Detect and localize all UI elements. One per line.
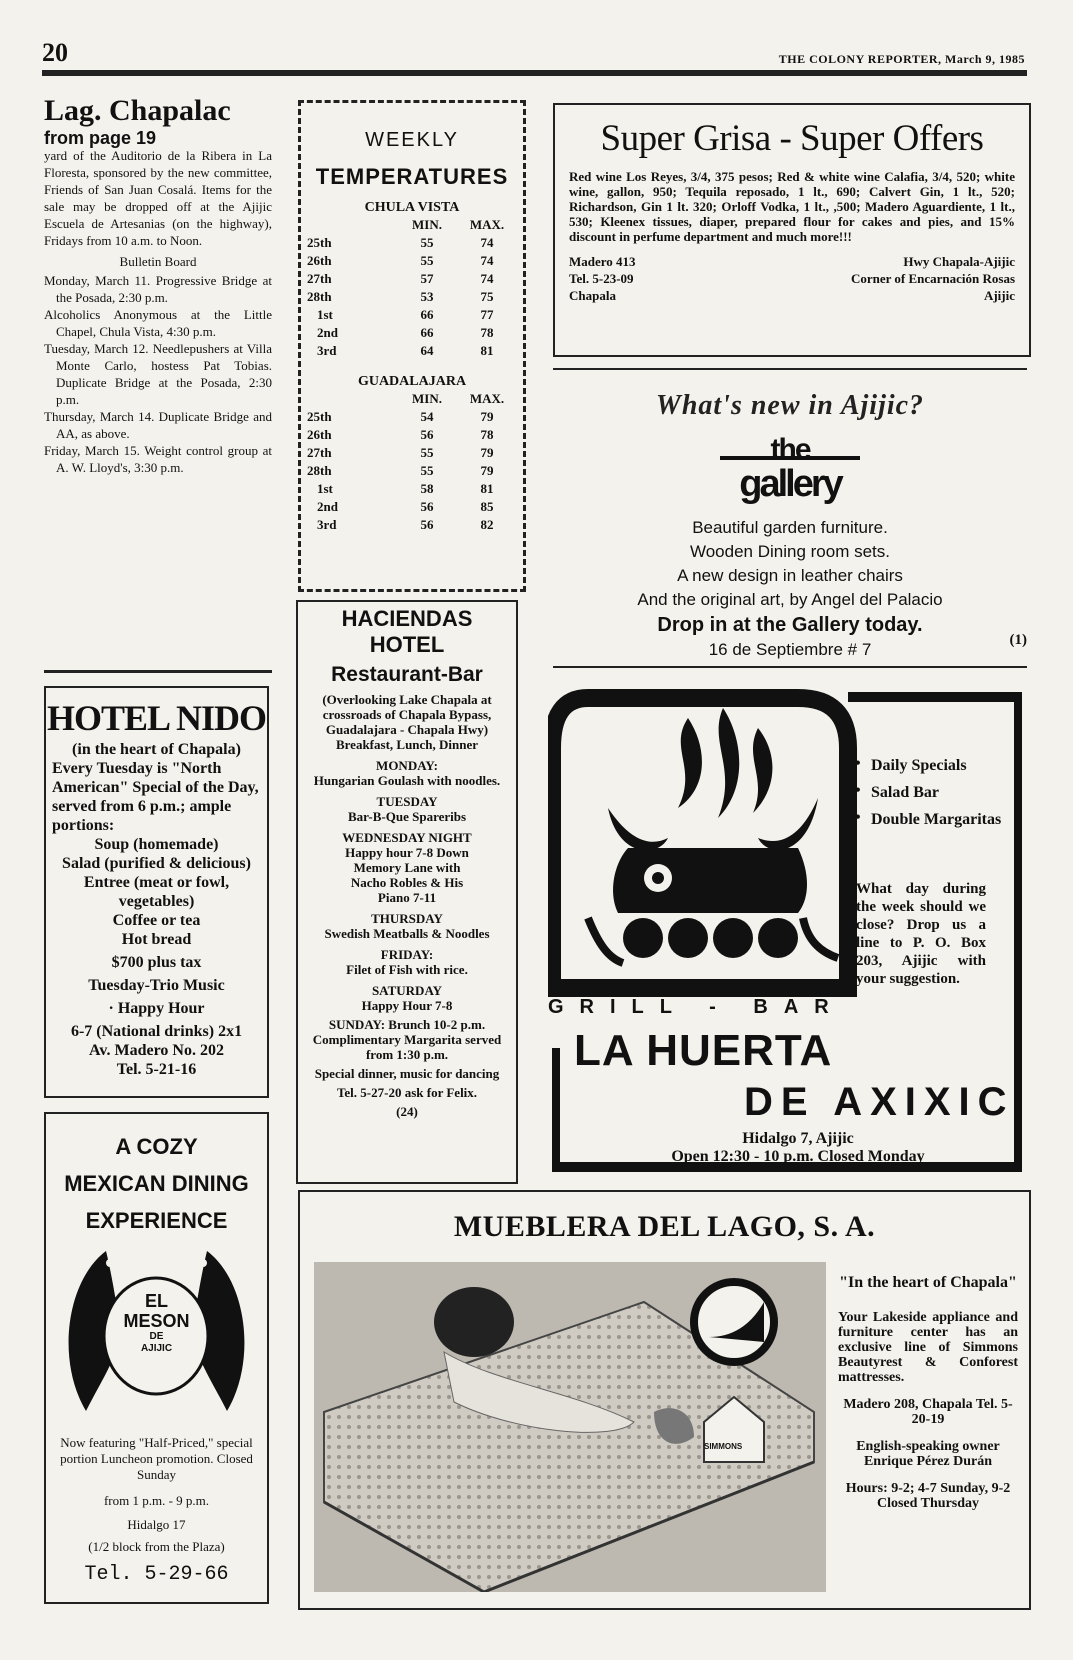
la-huerta-ad (548, 688, 1026, 1176)
logo-text: AJIJIC (140, 1343, 173, 1354)
nido-line: 6-7 (National drinks) 2x1 (70, 1023, 243, 1040)
temps-title-2: TEMPERATURES (315, 164, 509, 189)
logo-text: the (770, 433, 810, 466)
table-row: 27th 55 79 (307, 445, 494, 460)
mueblera-owner: English-speaking owner Enrique Pérez Durán (856, 1439, 1000, 1469)
nido-line: Coffee or tea (112, 912, 201, 929)
huerta-question: What day during the week should we close? Drop us a line to P. O. Box 203, Ajijic with your suggestion. (856, 881, 986, 987)
huerta-subname: DE AXIXIC (744, 1080, 1015, 1124)
grisa-corner: Corner of Encarnación Rosas (850, 271, 1015, 286)
grisa-highway: Hwy Chapala-Ajijic (903, 254, 1015, 269)
mueblera-title: MUEBLERA DEL LAGO, S. A. (453, 1210, 876, 1243)
gallery-line: A new design in leather chairs (677, 566, 903, 585)
max-header: MAX. (469, 217, 505, 232)
nido-line: Tuesday-Trio Music (88, 977, 225, 994)
menu-item: Hungarian Goulash with noodles. (313, 773, 501, 788)
logo-text: gallery (739, 463, 841, 505)
bulletin-board-title: Bulletin Board (119, 254, 197, 269)
max-header: MAX. (469, 391, 505, 406)
gallery-line: Beautiful garden furniture. (692, 518, 888, 537)
temps-table-chula-vista (307, 216, 517, 360)
hac-title-2: HOTEL (369, 632, 445, 657)
menu-day: FRIDAY: (380, 947, 434, 962)
bulletin-entry: Tuesday, March 12. Needlepushers at Villa Monte Carlo, hostess Pat Tobias. Duplicate Bridge at the Posada, 2:30 p.m. (44, 341, 272, 407)
hac-intro: (Overlooking Lake Chapala at crossroads of Chapala Bypass, Guadalajara - Chapala Hwy) (322, 692, 492, 737)
hac-special: Special dinner, music for dancing (314, 1066, 500, 1081)
menu-item: Swedish Meatballs & Noodles (324, 926, 490, 941)
bulletin-entry: Monday, March 11. Progressive Bridge at the Posada, 2:30 p.m. (44, 273, 272, 305)
bulletin-entry: Alcoholics Anonymous at the Little Chapel, Chula Vista, 4:30 p.m. (44, 307, 272, 339)
logo-text: EL (144, 1291, 168, 1311)
menu-item: Bar-B-Que Spareribs (347, 809, 467, 824)
nido-line: Tel. 5-21-16 (116, 1061, 197, 1078)
mueblera-heart: "In the heart of Chapala" (839, 1274, 1017, 1291)
nido-line: $700 plus tax (111, 954, 202, 971)
cozy-heading-3: EXPERIENCE (85, 1208, 228, 1233)
ad-code: (1) (1009, 632, 1027, 648)
weekly-temperatures (298, 100, 526, 592)
huerta-hours: Open 12:30 - 10 p.m. Closed Monday (671, 1148, 925, 1165)
table-row: 3rd 64 81 (317, 343, 494, 358)
special-item: • Double Margaritas (855, 809, 1002, 828)
table-row: 2nd 56 85 (317, 499, 494, 514)
hac-meals: Breakfast, Lunch, Dinner (335, 737, 479, 752)
menu-day: TUESDAY (376, 794, 438, 809)
gallery-line: And the original art, by Angel del Palacio (637, 590, 943, 609)
grisa-telephone: Tel. 5-23-09 (569, 271, 634, 286)
simmons-label: SIMMONS (704, 1442, 743, 1451)
hac-title-1: HACIENDAS (341, 606, 473, 631)
menu-day: WEDNESDAY NIGHT (342, 830, 472, 845)
nido-line: Entree (meat or fowl, vegetables) (83, 874, 230, 910)
bulletin-entry: Thursday, March 14. Duplicate Bridge and AA, as above. (44, 409, 272, 441)
huerta-name: LA HUERTA (574, 1026, 833, 1075)
article-continuation: from page 19 (44, 128, 157, 148)
huerta-address: Hidalgo 7, Ajijic (742, 1130, 854, 1147)
menu-item: Happy Hour 7-8 (361, 998, 453, 1013)
min-header: MIN. (412, 391, 442, 406)
temps-table-guadalajara (307, 390, 517, 534)
nido-line: Av. Madero No. 202 (89, 1042, 224, 1059)
logo-text: MESON (123, 1311, 190, 1331)
special-item: • Daily Specials (855, 755, 967, 774)
hac-title-3: Restaurant-Bar (331, 663, 483, 686)
ad-code: (24) (396, 1104, 418, 1119)
cozy-promo: Now featuring "Half-Priced," special portion Luncheon promotion. Closed Sunday (60, 1435, 253, 1482)
temps-title-1: WEEKLY (365, 129, 459, 151)
table-row: 3rd 56 82 (317, 517, 494, 532)
page-number: 20 (42, 38, 68, 67)
city-name: CHULA VISTA (364, 200, 460, 215)
table-row: 25th 54 79 (307, 409, 494, 424)
menu-item: Filet of Fish with rice. (346, 962, 468, 977)
menu-day: MONDAY: (376, 758, 438, 773)
article-title: Lag. Chapalac (44, 94, 231, 127)
grisa-body: Red wine Los Reyes, 3/4, 375 pesos; Red & white wine Calafia, 3/4, 520; white wine, gallon, 950; Tequila reposado, 1 lt., 690; Calvert Gin, 1 lt., 520; Richardson, Gin 1 lt. 320; Orloff Vodka, 1 lt., ,500; Madero Aguardiente, 1 lt., 530; Kleenex tissues, diaper, prepared flour for cakes and pies, and 15% discount in perfume department and much more!!! (569, 169, 1015, 244)
mueblera-description: Your Lakeside appliance and furniture center has an exclusive line of Simmons Beautyrest & Conforest mattresses. (838, 1310, 1018, 1385)
menu-day: SATURDAY (371, 983, 443, 998)
nido-line: · Happy Hour (108, 1000, 205, 1017)
grisa-town-right: Ajijic (983, 288, 1015, 303)
haciendas-hotel-ad (296, 600, 518, 1184)
article-lag-chapalac (44, 94, 272, 476)
hac-telephone: Tel. 5-27-20 ask for Felix. (336, 1085, 478, 1100)
hac-sunday: SUNDAY: Brunch 10-2 p.m. Complimentary Margarita served from 1:30 p.m. (312, 1017, 502, 1062)
mueblera-hours: Hours: 9-2; 4-7 Sunday, 9-2 Closed Thursday (845, 1481, 1011, 1511)
el-meson-logo (46, 1241, 267, 1421)
nido-line: (in the heart of Chapala) (72, 741, 241, 758)
header-rule (42, 70, 1027, 76)
table-row: 26th 55 74 (307, 253, 494, 268)
mueblera-ad (298, 1190, 1031, 1610)
el-meson-ad (44, 1112, 269, 1604)
super-grisa-ad (553, 103, 1031, 357)
cozy-heading-1: A COZY (115, 1134, 198, 1159)
hotel-nido-ad (44, 686, 269, 1098)
table-row: 25th 55 74 (307, 235, 494, 250)
city-name: GUADALAJARA (357, 374, 467, 389)
table-row: 1st 58 81 (317, 481, 494, 496)
article-body: yard of the Auditorio de la Ribera in La Floresta, sponsored by the new committee, Friends of San Juan Cosalá. Items for the sale may be dropped off at the Ajijic Escuela de Artesanias (on the highway), Fridays from 10 a.m. to Noon. (44, 148, 272, 248)
mattress-photo (314, 1262, 826, 1592)
gallery-address: 16 de Septiembre # 7 (708, 640, 872, 659)
logo-text: DE (149, 1331, 164, 1342)
nido-line: Hot bread (121, 931, 192, 948)
nido-line: Salad (purified & delicious) (62, 855, 251, 872)
gallery-logo (720, 434, 860, 512)
cozy-heading-2: MEXICAN DINING (64, 1171, 249, 1196)
cozy-telephone: Tel. 5-29-66 (84, 1563, 229, 1586)
menu-day: THURSDAY (371, 911, 443, 926)
table-row: 1st 66 77 (317, 307, 494, 322)
min-header: MIN. (412, 217, 442, 232)
cozy-address: Hidalgo 17 (127, 1517, 186, 1532)
table-row: 26th 56 78 (307, 427, 494, 442)
table-row: 2nd 66 78 (317, 325, 494, 340)
grisa-address: Madero 413 (569, 254, 636, 269)
menu-item: Happy hour 7-8 Down Memory Lane with Nacho Robles & His Piano 7-11 (345, 845, 469, 905)
grill-bar-label: GRILL - BAR (548, 996, 845, 1018)
grisa-title: Super Grisa - Super Offers (600, 118, 984, 159)
gallery-drop-in: Drop in at the Gallery today. (657, 614, 923, 636)
nido-title: HOTEL NIDO (46, 698, 267, 738)
grisa-town-left: Chapala (569, 288, 616, 303)
gallery-question: What's new in Ajijic? (655, 390, 925, 421)
bulletin-entry: Friday, March 15. Weight control group at A. W. Lloyd's, 3:30 p.m. (44, 443, 272, 475)
table-row: 28th 55 79 (307, 463, 494, 478)
table-row: 28th 53 75 (307, 289, 494, 304)
mueblera-address: Madero 208, Chapala Tel. 5-20-19 (843, 1397, 1013, 1427)
gallery-line: Wooden Dining room sets. (689, 542, 890, 561)
cozy-hours: from 1 p.m. - 9 p.m. (103, 1493, 210, 1508)
gallery-ad (553, 368, 1027, 668)
column-rule (44, 670, 272, 673)
cozy-near: (1/2 block from the Plaza) (88, 1539, 225, 1554)
special-item: • Salad Bar (855, 782, 940, 801)
newspaper-header: THE COLONY REPORTER, March 9, 1985 (778, 52, 1025, 66)
nido-line: Every Tuesday is "North American" Special of the Day, served from 6 p.m.; ample portions: (52, 760, 259, 834)
mattress-illustration-icon (314, 1262, 826, 1592)
table-row: 27th 57 74 (307, 271, 494, 286)
nido-line: Soup (homemade) (94, 836, 219, 853)
